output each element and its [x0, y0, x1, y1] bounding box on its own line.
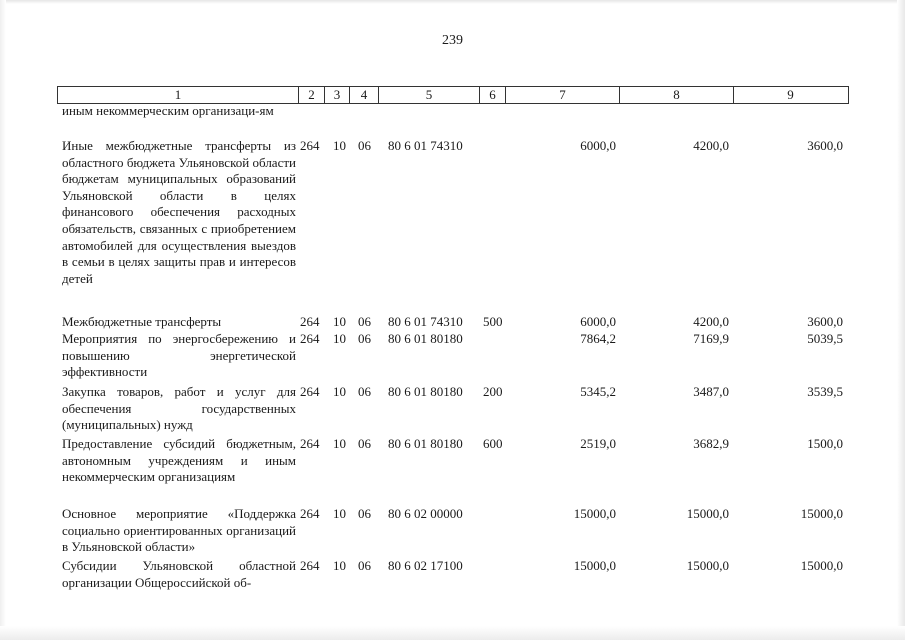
cell-subsection: 06 [358, 314, 371, 329]
row-name: иным некоммерческим организаци-ям [62, 103, 274, 118]
row-name: Основное мероприятие «Поддержка социально ориентированных организаций в Ульяновской области» [62, 506, 296, 555]
row-name: Межбюджетные трансферты [62, 314, 222, 329]
cell-amount-col9: 3539,5 [807, 384, 843, 399]
cell-amount-col9: 15000,0 [800, 558, 843, 573]
cell-subsection: 06 [358, 384, 371, 399]
row-name: Предоставление субсидий бюджетным, автономным учреждениям и иным некоммерческим организациям [62, 436, 296, 485]
cell-amount-col8: 3682,9 [693, 436, 729, 451]
cell-section: 10 [333, 314, 346, 329]
cell-ministry-code: 264 [300, 314, 320, 329]
cell-target-article: 80 6 01 80180 [388, 331, 463, 346]
cell-amount-col9: 3600,0 [807, 314, 843, 329]
header-col-8: 8 [673, 87, 680, 102]
cell-subsection: 06 [358, 558, 371, 573]
cell-amount-col9: 15000,0 [800, 506, 843, 521]
cell-target-article: 80 6 02 17100 [388, 558, 463, 573]
header-col-7: 7 [559, 87, 566, 102]
header-col-2: 2 [308, 87, 315, 102]
row-name: Мероприятия по энергосбережению и повышению энергетической эффективности [62, 331, 296, 380]
cell-amount-col8: 3487,0 [693, 384, 729, 399]
cell-subsection: 06 [358, 331, 371, 346]
cell-ministry-code: 264 [300, 331, 320, 346]
header-col-1: 1 [174, 87, 182, 102]
row-name: Субсидии Ульяновской областной организации Общероссийской об- [62, 558, 296, 590]
cell-target-article: 80 6 02 00000 [388, 506, 463, 521]
cell-amount-col9: 5039,5 [807, 331, 843, 346]
cell-expense-type: 500 [483, 314, 503, 329]
cell-amount-col8: 15000,0 [686, 558, 729, 573]
header-col-9: 9 [787, 87, 794, 102]
cell-ministry-code: 264 [300, 558, 320, 573]
cell-ministry-code: 264 [300, 384, 320, 399]
cell-amount-col7: 15000,0 [573, 558, 616, 573]
cell-amount-col8: 15000,0 [686, 506, 729, 521]
cell-section: 10 [333, 436, 346, 451]
header-col-3: 3 [333, 87, 341, 102]
cell-amount-col9: 3600,0 [807, 138, 843, 153]
cell-amount-col7: 7864,2 [580, 331, 616, 346]
cell-amount-col8: 4200,0 [693, 314, 729, 329]
cell-amount-col7: 2519,0 [580, 436, 616, 451]
cell-expense-type: 200 [483, 384, 503, 399]
cell-expense-type: 600 [483, 436, 503, 451]
cell-section: 10 [333, 331, 346, 346]
cell-section: 10 [333, 138, 346, 153]
cell-amount-col8: 7169,9 [693, 331, 729, 346]
row-name: Иные межбюджетные трансферты из областного бюджета Ульяновской области бюджетам муниципальных образований Ульяновской области в целях финансового обеспечения расходных обязательств, связанных с приобретением автомобилей для осуществления выездов в семьи в целях защиты прав и интересов детей [62, 138, 296, 286]
cell-target-article: 80 6 01 74310 [388, 138, 463, 153]
cell-ministry-code: 264 [300, 506, 320, 521]
cell-amount-col7: 6000,0 [580, 314, 616, 329]
cell-amount-col9: 1500,0 [807, 436, 843, 451]
cell-amount-col7: 6000,0 [580, 138, 616, 153]
cell-section: 10 [333, 384, 346, 399]
row-name: Закупка товаров, работ и услуг для обеспечения государственных (муниципальных) нужд [62, 384, 296, 433]
cell-section: 10 [333, 506, 346, 521]
cell-amount-col7: 15000,0 [573, 506, 616, 521]
cell-subsection: 06 [358, 138, 371, 153]
cell-amount-col7: 5345,2 [580, 384, 616, 399]
cell-target-article: 80 6 01 74310 [388, 314, 463, 329]
cell-ministry-code: 264 [300, 436, 320, 451]
cell-ministry-code: 264 [300, 138, 320, 153]
page-number: 239 [442, 33, 463, 48]
header-col-4: 4 [360, 87, 368, 102]
cell-target-article: 80 6 01 80180 [388, 384, 463, 399]
cell-subsection: 06 [358, 506, 371, 521]
header-col-5: 5 [425, 87, 433, 102]
cell-target-article: 80 6 01 80180 [388, 436, 463, 451]
cell-amount-col8: 4200,0 [693, 138, 729, 153]
cell-subsection: 06 [358, 436, 371, 451]
cell-section: 10 [333, 558, 346, 573]
header-col-6: 6 [489, 87, 496, 102]
